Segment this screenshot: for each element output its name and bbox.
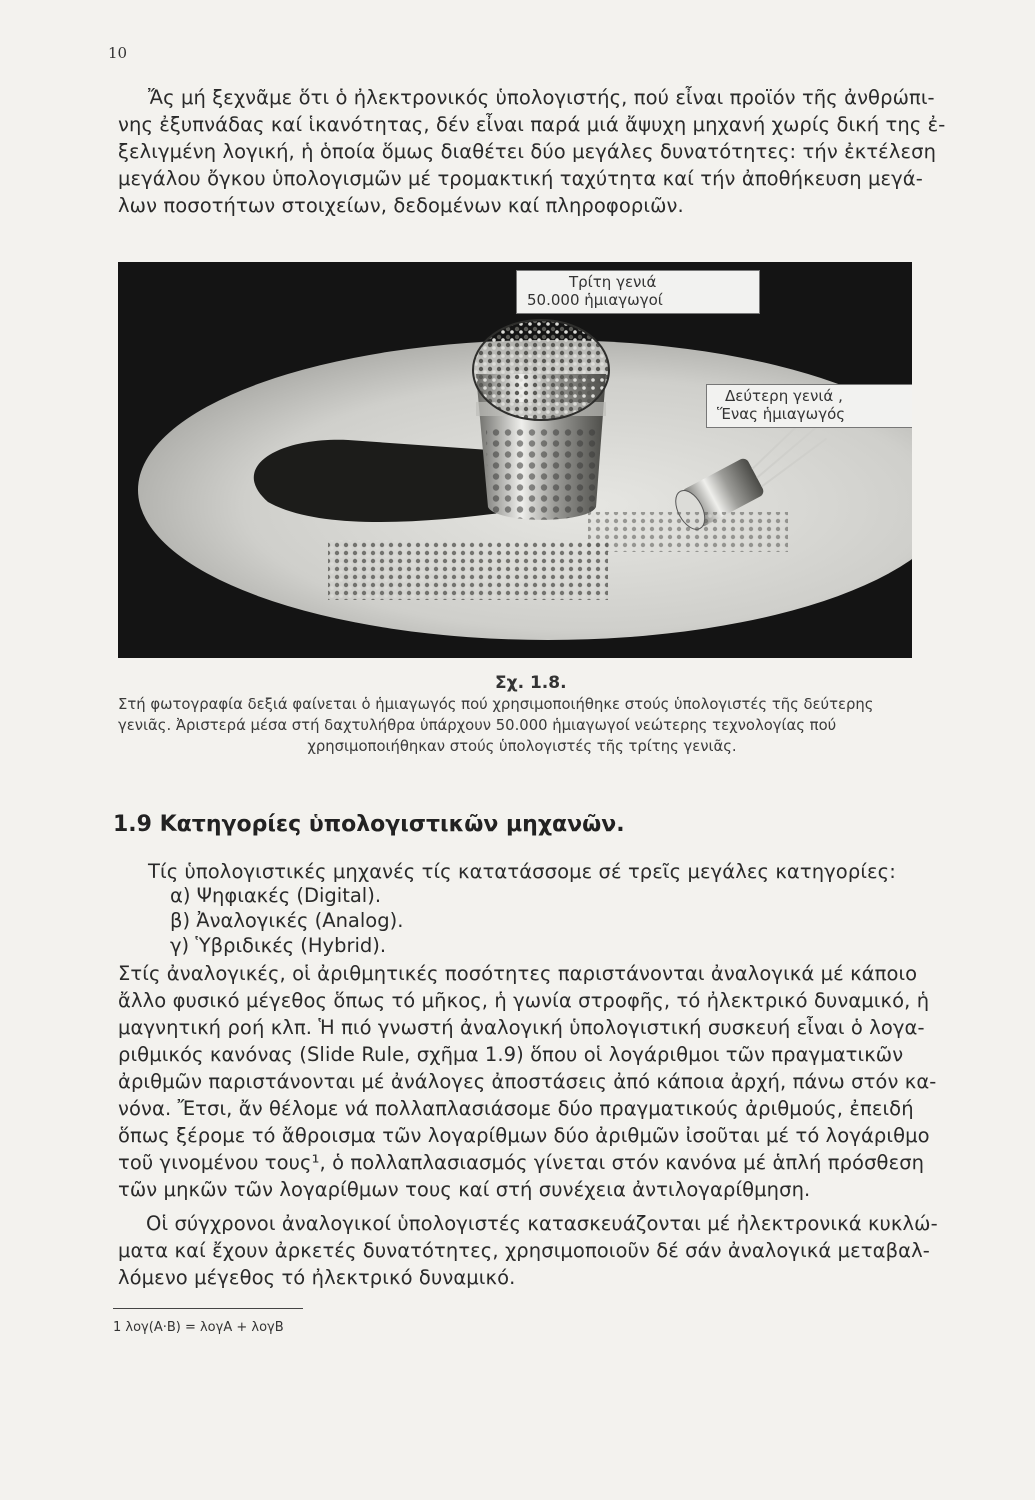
- modern-line: Οἱ σύγχρονοι ἀναλογικοί ὑπολογιστές κατασκευάζονται μέ ἠλεκτρονικά κυκλώ-: [146, 1212, 938, 1235]
- label-third-generation: [516, 270, 760, 314]
- thimble-dimples: [486, 427, 598, 520]
- footnote-rule: [113, 1308, 303, 1309]
- modern-paragraph: [118, 1210, 938, 1291]
- analog-line: νόνα. Ἔτσι, ἄν θέλομε νά πολλαπλασιάσομε δύο πραγματικούς ἀριθμούς, ἐπειδή: [118, 1097, 914, 1120]
- analog-line: Στίς ἀναλογικές, οἱ ἀριθμητικές ποσότητες παριστάνονται ἀναλογικά μέ κάποιο: [118, 962, 918, 985]
- analog-line: μαγνητική ροή κλπ. Ἡ πιό γνωστή ἀναλογική ὑπολογιστική συσκευή εἶναι ὁ λογα-: [118, 1016, 925, 1039]
- label-second-generation: [706, 384, 912, 428]
- analog-line: τῶν μηκῶν τῶν λογαρίθμων τους καί στή συνέχεια ἀντιλογαρίθμηση.: [118, 1178, 811, 1201]
- analog-line: ἄλλο φυσικό μέγεθος ὅπως τό μῆκος, ἡ γωνία στροφῆς, τό ἠλεκτρικό δυναμικό, ἡ: [118, 989, 930, 1012]
- category-list: [170, 883, 403, 958]
- caption-line: γενιᾶς. Ἀριστερά μέσα στή δαχτυλήθρα ὑπάρχουν 50.000 ἡμιαγωγοί νεώτερης τεχνολογίας πού: [118, 717, 837, 734]
- figure-caption-title: Σχ. 1.8.: [495, 673, 567, 693]
- label-second-line2: Ἕνας ἡμιαγωγός: [717, 405, 846, 423]
- label-third-line2: 50.000 ἡμιαγωγοί: [527, 291, 663, 309]
- page-number: 10: [108, 44, 128, 62]
- intro-paragraph: [118, 84, 946, 219]
- photograph-drawing: [118, 262, 912, 658]
- modern-line: ματα καί ἔχουν ἀρκετές δυνατότητες, χρησιμοποιοῦν δέ σάν ἀναλογικά μεταβαλ-: [118, 1239, 930, 1262]
- intro-line: ξελιγμένη λογική, ἡ ὁποία ὅμως διαθέτει δύο μεγάλες δυνατότητες: τήν ἐκτέλεση: [118, 140, 937, 163]
- analog-paragraph: [118, 960, 937, 1203]
- analog-line: τοῦ γινομένου τους¹, ὁ πολλαπλασιασμός γίνεται στόν κανόνα μέ ἁπλή πρόσθεση: [118, 1151, 925, 1174]
- section-intro: [148, 858, 918, 885]
- caption-line: χρησιμοποιήθηκαν στούς ὑπολογιστές τῆς τρίτης γενιᾶς.: [307, 738, 737, 755]
- thimble-photograph: [118, 262, 912, 658]
- footnote: 1 λογ(A·B) = λογA + λογB: [113, 1320, 284, 1335]
- analog-line: ριθμικός κανόνας (Slide Rule, σχῆμα 1.9) ὅπου οἱ λογάριθμοι τῶν πραγματικῶν: [118, 1043, 904, 1066]
- label-third-line1: Τρίτη γενιά: [569, 273, 657, 291]
- thimble-shadow: [254, 440, 518, 522]
- caption-line: Στή φωτογραφία δεξιά φαίνεται ὁ ἡμιαγωγός πού χρησιμοποιήθηκε στούς ὑπολογιστές τῆς δεύτερης: [118, 696, 874, 713]
- scattered-grains-right: [588, 512, 788, 552]
- figure-caption: [118, 694, 926, 757]
- label-second-line1: Δεύτερη γενιά ,: [725, 387, 843, 405]
- intro-line: Ἄς μή ξεχνᾶμε ὅτι ὁ ἠλεκτρονικός ὑπολογιστής, πού εἶναι προϊόν τῆς ἀνθρώπι-: [148, 86, 935, 109]
- list-item: β) Ἀναλογικές (Analog).: [170, 909, 404, 932]
- intro-line: νης ἐξυπνάδας καί ἱκανότητας, δέν εἶναι παρά μιά ἄψυχη μηχανή χωρίς δική της ἐ-: [118, 113, 946, 136]
- list-item: γ) Ὑβριδικές (Hybrid).: [170, 934, 387, 957]
- analog-line: ὅπως ξέρομε τό ἄθροισμα τῶν λογαρίθμων δύο ἀριθμῶν ἰσοῦται μέ τό λογάριθμο: [118, 1124, 930, 1147]
- intro-line: μεγάλου ὄγκου ὑπολογισμῶν μέ τρομακτική ταχύτητα καί τήν ἀποθήκευση μεγά-: [118, 167, 923, 190]
- intro-line: λων ποσοτήτων στοιχείων, δεδομένων καί πληροφοριῶν.: [118, 194, 684, 217]
- section-intro-line: Τίς ὑπολογιστικές μηχανές τίς κατατάσσομε σέ τρεῖς μεγάλες κατηγορίες:: [148, 860, 896, 883]
- scattered-grains: [328, 540, 608, 600]
- list-item: α) Ψηφιακές (Digital).: [170, 884, 382, 907]
- analog-line: ἀριθμῶν παριστάνονται μέ ἀνάλογες ἀποστάσεις ἀπό κάποια ἀρχή, πάνω στόν κα-: [118, 1070, 937, 1093]
- modern-line: λόμενο μέγεθος τό ἠλεκτρικό δυναμικό.: [118, 1266, 516, 1289]
- section-heading: 1.9 Κατηγορίες ὑπολογιστικῶν μηχανῶν.: [113, 812, 625, 837]
